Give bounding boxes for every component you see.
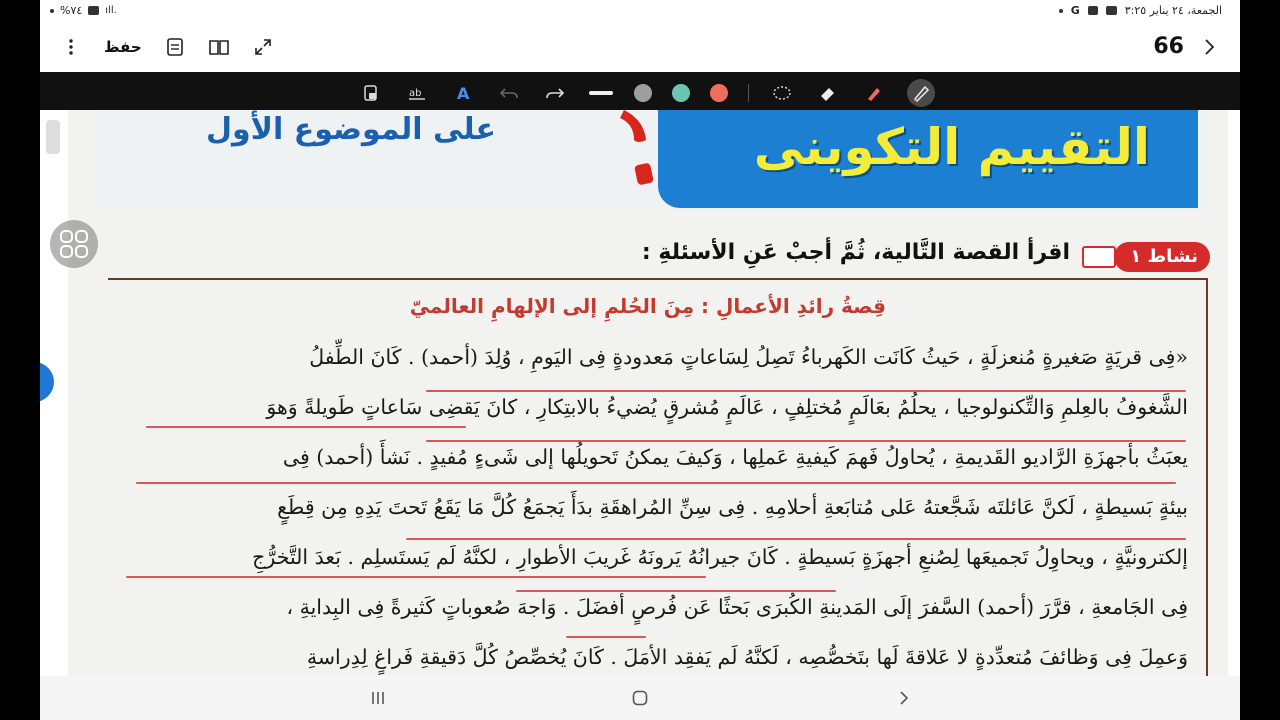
video-icon	[1106, 6, 1117, 15]
story-line: الشَّغوفُ بالعِلمِ وَالتِّكنولوجيا ، يحلُمُ بعَالَمٍ مُختلِفٍ ، عَالَمٍ مُشرقٍ يُضيءُ بالابتِكارِ ، كانَ يَقضِى سَاعاتٍ طَويلةً وَهوَ	[266, 395, 1188, 419]
expand-icon[interactable]	[252, 36, 274, 58]
story-line: وَعمِلَ فِى وَظائفَ مُتعدِّدةٍ لا عَلاقةَ لَها بتَخصُّصِه ، لَكنَّهُ لَم يَفقِد الأمَلَ . كَانَ يُخصِّصُ كُلَّ دَقيقةِ فَراغٍ لِدِراسةِ	[306, 645, 1188, 669]
banner-title: التقييم التكوينى	[753, 118, 1150, 176]
status-dot-icon	[1059, 9, 1063, 13]
status-bar	[40, 0, 1240, 24]
story-line: بيئةٍ بَسيطةٍ ، لَكنَّ عَائلتَه شَجَّعتهُ عَلى مُتابَعةِ أحلامِهِ . فِى سِنِّ المُراهقَةِ بدَأَ يَجمَعُ كُلَّ مَا يَقَعُ تَحتَ يَدِهِ مِن قِطَعٍ	[277, 495, 1188, 519]
google-icon: G	[1070, 4, 1080, 17]
color-gray-swatch[interactable]	[634, 84, 652, 102]
color-teal-swatch[interactable]	[672, 84, 690, 102]
handwriting-icon[interactable]	[450, 81, 476, 105]
ink-underline	[426, 390, 1186, 392]
lock-screen-icon[interactable]	[358, 81, 384, 105]
grid-view-button[interactable]	[50, 220, 98, 268]
banner-area	[96, 110, 1206, 210]
open-book-icon	[1082, 246, 1116, 268]
drawing-tools	[358, 79, 935, 107]
page-number: 66	[1153, 34, 1184, 59]
ink-underline	[516, 590, 836, 592]
color-red-swatch[interactable]	[710, 84, 728, 102]
svg-text:A: A	[457, 84, 470, 102]
story-box	[108, 278, 1208, 676]
app-header	[40, 24, 1240, 72]
text-tool-icon[interactable]	[404, 81, 430, 105]
redo-icon[interactable]	[542, 81, 568, 105]
time-date: الجمعة، ٢٤ يناير ٣:٢٥	[1124, 4, 1222, 17]
signal-icon: ıll.	[105, 5, 117, 16]
chevron-right-icon[interactable]	[1198, 36, 1220, 58]
toolbar-divider	[748, 84, 749, 102]
recent-apps-icon[interactable]	[366, 686, 390, 710]
ink-underline	[146, 426, 466, 428]
story-line: يعبَثُ بأجهزَةِ الرَّاديو القَديمةِ ، يُحاولُ فَهمَ كَيفيةِ عَملِها ، وَكيفَ يمكنُ تَحويلُها إلى شَىءٍ مُفيدٍ . نَشأَ (أحمد) فِى	[282, 445, 1188, 469]
header-tools	[60, 36, 274, 58]
story-line: فِى الجَامعةِ ، قرَّرَ (أحمد) السَّفرَ إلَى المَدينةِ الكُبرَى بَحثًا عَن فُرصٍ أفضَلَ . وَاجهَ صُعوباتٍ كَثيرةً فِى البِدايةِ ،	[286, 595, 1188, 619]
highlighter-icon[interactable]	[861, 81, 887, 105]
page-indicator	[1153, 34, 1220, 59]
back-icon[interactable]	[892, 686, 916, 710]
save-button[interactable]: حفظ	[104, 38, 142, 56]
ink-underline	[136, 482, 1176, 484]
more-options-icon[interactable]	[60, 36, 82, 58]
grid-icon	[59, 229, 89, 259]
story-line: إلكترونيَّةٍ ، ويحاوِلُ تَجميعَها لِصُنعِ أجهزَةٍ بَسيطةٍ . كَانَ جيرانُهُ يَرونَهُ غَريبَ الأطوارِ ، لكنَّهُ لَم يَستَسلِم . بَعدَ التَّخرُّجِ	[252, 545, 1188, 569]
scroll-handle[interactable]	[46, 120, 60, 154]
ink-underline	[566, 636, 646, 638]
tablet-screen	[40, 0, 1240, 720]
ink-underline	[406, 538, 1186, 540]
camera-icon	[1088, 6, 1098, 15]
status-right	[1059, 4, 1222, 17]
banner	[658, 110, 1198, 208]
activity-instruction: اقرأ القصة التَّالية، ثُمَّ أجبْ عَنِ الأسئلةِ :	[641, 240, 1070, 265]
home-icon[interactable]	[628, 686, 652, 710]
navigation-bar	[40, 676, 1240, 720]
battery-icon	[88, 6, 99, 15]
edge-panel-tab[interactable]	[40, 362, 54, 402]
svg-text:ab: ab	[409, 88, 422, 99]
battery-text: %٧٤	[60, 4, 83, 17]
notes-icon[interactable]	[164, 36, 186, 58]
drawing-toolbar	[40, 72, 1240, 110]
lasso-icon[interactable]	[769, 81, 795, 105]
notification-dot-icon	[50, 9, 54, 13]
stroke-width-icon[interactable]	[588, 81, 614, 105]
story-title: قِصةُ رائدِ الأعمالِ : مِنَ الحُلمِ إلى الإلهامِ العالميّ	[409, 294, 886, 318]
book-page[interactable]	[68, 110, 1228, 676]
story-line: «فِى قريَةٍ صَغيرةٍ مُنعزلَةٍ ، حَيثُ كَانَت الكَهرباءُ تَصِلُ لِسَاعاتٍ مَعدودةٍ فِى اليَومِ ، وُلِدَ (أحمد) . كَانَ الطِّفلُ	[309, 345, 1188, 369]
ink-underline	[126, 576, 706, 578]
story-text	[128, 332, 1188, 676]
eraser-icon[interactable]	[815, 81, 841, 105]
undo-icon[interactable]	[496, 81, 522, 105]
activity-row	[68, 238, 1228, 278]
banner-subtitle: على الموضوع الأول	[206, 112, 497, 147]
book-view-icon[interactable]	[208, 36, 230, 58]
status-left	[50, 4, 117, 17]
ink-underline	[426, 440, 1186, 442]
activity-badge: نشاط ١	[1114, 242, 1210, 272]
pen-icon[interactable]	[907, 79, 935, 107]
